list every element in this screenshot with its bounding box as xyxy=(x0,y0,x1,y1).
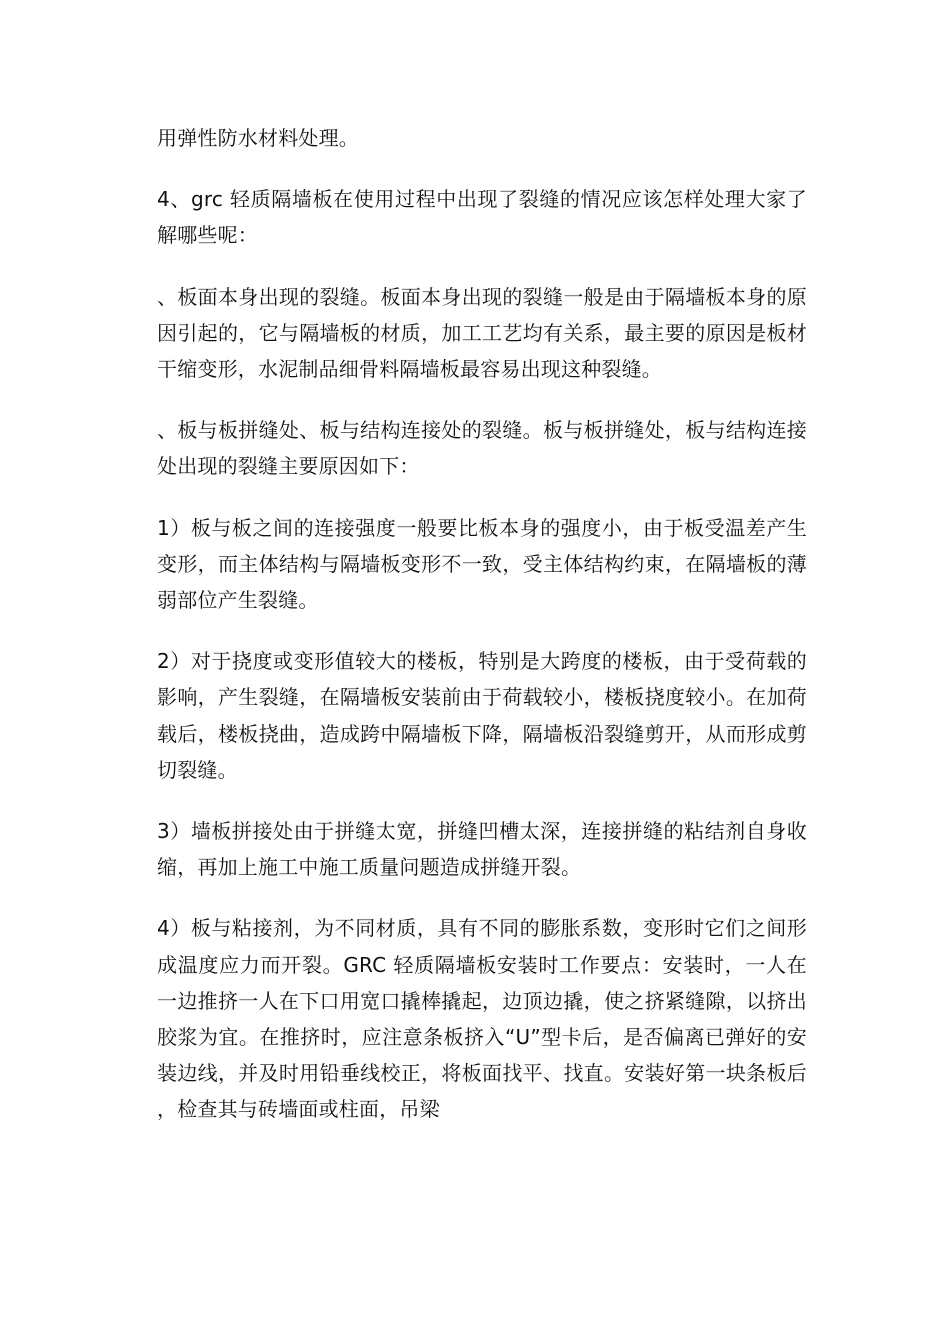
paragraph-6: 2）对于挠度或变形值较大的楼板，特别是大跨度的楼板，由于受荷载的影响，产生裂缝，在隔墙板安装前由于荷载较小，楼板挠度较小。在加荷载后，楼板挠曲，造成跨中隔墙板下降，隔墙板沿裂缝剪开，从而形成剪切裂缝。 xyxy=(157,649,807,782)
paragraph-1: 用弹性防水材料处理。 xyxy=(157,126,359,150)
paragraph-7: 3）墙板拼接处由于拼缝太宽，拼缝凹槽太深，连接拼缝的粘结剂自身收缩，再加上施工中施工质量问题造成拼缝开裂。 xyxy=(157,819,807,880)
paragraph-4: 、板与板拼缝处、板与结构连接处的裂缝。板与板拼缝处，板与结构连接处出现的裂缝主要原因如下： xyxy=(157,418,807,479)
paragraph-5: 1）板与板之间的连接强度一般要比板本身的强度小，由于板受温差产生变形，而主体结构与隔墙板变形不一致，受主体结构约束，在隔墙板的薄弱部位产生裂缝。 xyxy=(157,515,807,613)
paragraph-3: 、板面本身出现的裂缝。板面本身出现的裂缝一般是由于隔墙板本身的原因引起的，它与隔墙板的材质，加工工艺均有关系，最主要的原因是板材干缩变形，水泥制品细骨料隔墙板最容易出现这种裂缝。 xyxy=(157,284,807,382)
document-body xyxy=(157,120,807,1153)
paragraph-2: 4、grc 轻质隔墙板在使用过程中出现了裂缝的情况应该怎样处理大家了解哪些呢： xyxy=(157,187,807,248)
paragraph-8: 4）板与粘接剂，为不同材质，具有不同的膨胀系数，变形时它们之间形成温度应力而开裂。GRC 轻质隔墙板安装时工作要点：安装时，一人在一边推挤一人在下口用宽口撬棒撬起，边顶边撬，使之挤紧缝隙，以挤出胶浆为宜。在推挤时，应注意条板挤入“U”型卡后，是否偏离已弹好的安装边线，并及时用铅垂线校正，将板面找平、找直。安装好第一块条板后，检查其与砖墙面或柱面，吊梁 xyxy=(157,916,807,1122)
